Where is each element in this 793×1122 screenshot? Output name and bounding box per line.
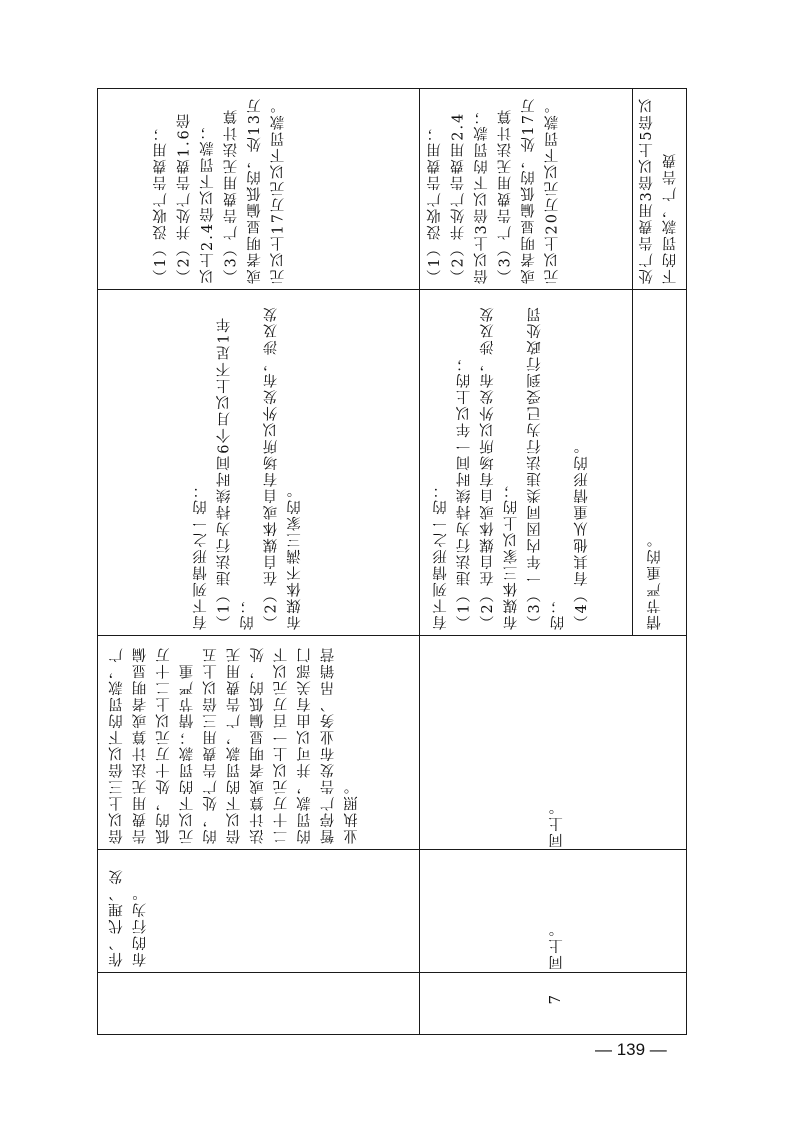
- circumstance-item: （2）在自媒体或自有场所以外发布，涉及发布媒体三家以上的；: [480, 305, 520, 630]
- continued-penalty-block: [150, 96, 412, 284]
- circumstance-item: （1）违法行为持续时间6个月以上不足1年的；: [216, 315, 256, 630]
- table-top-border: [97, 88, 686, 89]
- row7-violation-text: 同上。: [549, 920, 565, 970]
- penalty-item: （3）广告费用无法计算或者明显偏低的，处17万元以上20万元以下罚款。: [497, 96, 561, 284]
- circumstance-intro: 有下列情形之一的：: [433, 481, 449, 630]
- row-number: 7: [546, 995, 564, 1005]
- circumstance-item: （2）在自媒体或自有场所以外发布，涉及发布媒体不满三家的。: [263, 305, 303, 630]
- row-divider: [419, 88, 420, 1035]
- circumstance-item: （3）一年内因同类违法行为已受到行政处罚的；: [527, 305, 567, 630]
- row7-severe-penalty-text: 处广告费用3倍以上5倍以下的罚款，广告费: [639, 96, 679, 284]
- continued-law-text: 倍以上三倍以下的罚款，广告费用无法计算或者明显偏低的，处十万元以上二十万元以下的罚款；情节严重的，处广告费用三倍以上五倍以下的罚款，广告费用无法计算或者明显偏低的，处二十万元以上一百万元以下的罚款，并可以由有关部门暂停广告发布业务、吊销营业执照。: [109, 646, 360, 844]
- subrow-divider: [632, 88, 633, 636]
- penalty-item: （2）并处广告费用2.4倍以上3倍以下的罚款；: [450, 107, 490, 284]
- column-divider-4: [97, 289, 686, 290]
- column-divider-2: [97, 849, 686, 850]
- circumstance-intro: 有下列情形之一的：: [193, 481, 209, 630]
- column-divider-3: [97, 635, 686, 636]
- circumstance-item: （1）违法行为持续时间一年以上的；: [456, 354, 473, 630]
- continued-violation-text: 作、代理、发布的行为。: [109, 868, 149, 967]
- column-divider-1: [97, 972, 686, 973]
- row7-law-text: 同上。: [549, 798, 565, 848]
- circumstance-item: （4）有其他从重情形的。: [574, 437, 590, 630]
- row7-serious-penalty-block: [424, 96, 628, 284]
- penalty-item: （1）没收广告费用；: [427, 124, 443, 284]
- row7-serious-circumstance-block: [430, 296, 628, 630]
- penalty-item: （2）并处广告费1.6倍以上2.4倍以下罚款；: [176, 111, 216, 284]
- table-right-border: [686, 88, 687, 1035]
- table-bottom-border: [97, 1034, 686, 1035]
- penalty-item: （3）广告费用无法计算或者明显偏低的，处13万元以上17万元以下罚款。: [223, 96, 287, 284]
- penalty-item: （1）没收广告费用；: [153, 124, 169, 284]
- continued-circumstance-block: [190, 296, 412, 630]
- table-left-border: [97, 88, 98, 1035]
- row7-severe-circumstance-text: 情节严重的。: [647, 531, 663, 630]
- page-number: — 139 —: [595, 1040, 667, 1059]
